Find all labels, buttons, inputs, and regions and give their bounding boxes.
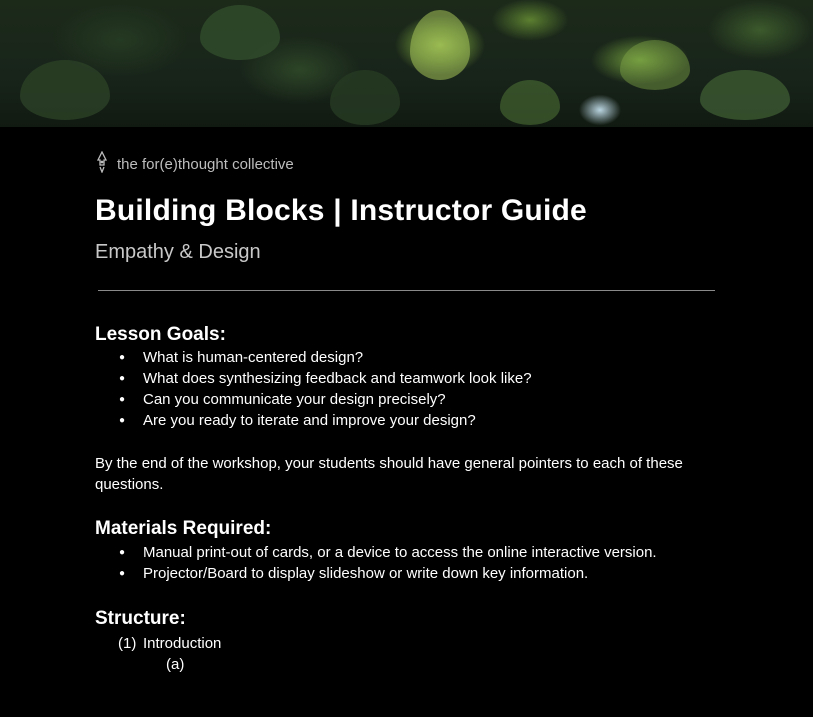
list-item <box>95 633 221 654</box>
leaf-shadow <box>700 70 790 120</box>
list-item: ● What does synthesizing feedback and teamwork look like? <box>95 368 532 389</box>
brand <box>95 153 294 175</box>
structure-heading: Structure: <box>95 608 186 629</box>
list-item: ● Manual print-out of cards, or a device to access the online interactive version. <box>95 542 657 563</box>
list-item: ● Can you communicate your design precisely? <box>95 389 532 410</box>
lesson-goals-list <box>95 347 532 431</box>
list-item: ● Projector/Board to display slideshow or write down key information. <box>95 563 657 584</box>
list-marker: (a) <box>166 656 185 673</box>
header-leaves-image <box>0 0 813 127</box>
leaf-shadow <box>330 70 400 125</box>
list-item-label: Introduction <box>143 635 222 652</box>
leaf-highlight <box>410 10 470 80</box>
lesson-goals-heading: Lesson Goals: <box>95 324 226 345</box>
leaf-highlight <box>620 40 690 90</box>
leaf-shadow <box>20 60 110 120</box>
lesson-goals-summary: By the end of the workshop, your students should have general pointers to each of these questions. <box>95 455 683 493</box>
divider <box>98 290 715 291</box>
list-item: ● Are you ready to iterate and improve your design? <box>95 410 532 431</box>
materials-list <box>95 542 657 584</box>
document-title: Building Blocks | Instructor Guide <box>95 194 587 227</box>
brand-name: the for(e)thought collective <box>117 155 294 173</box>
materials-heading: Materials Required: <box>95 518 272 539</box>
list-item: ● What is human-centered design? <box>95 347 532 368</box>
list-marker: (1) <box>118 635 137 652</box>
rocket-icon <box>95 151 109 177</box>
structure-list <box>95 633 221 675</box>
list-item <box>95 654 221 675</box>
document-subtitle: Empathy & Design <box>95 241 261 263</box>
leaf-shadow <box>500 80 560 125</box>
leaf-shadow <box>200 5 280 60</box>
